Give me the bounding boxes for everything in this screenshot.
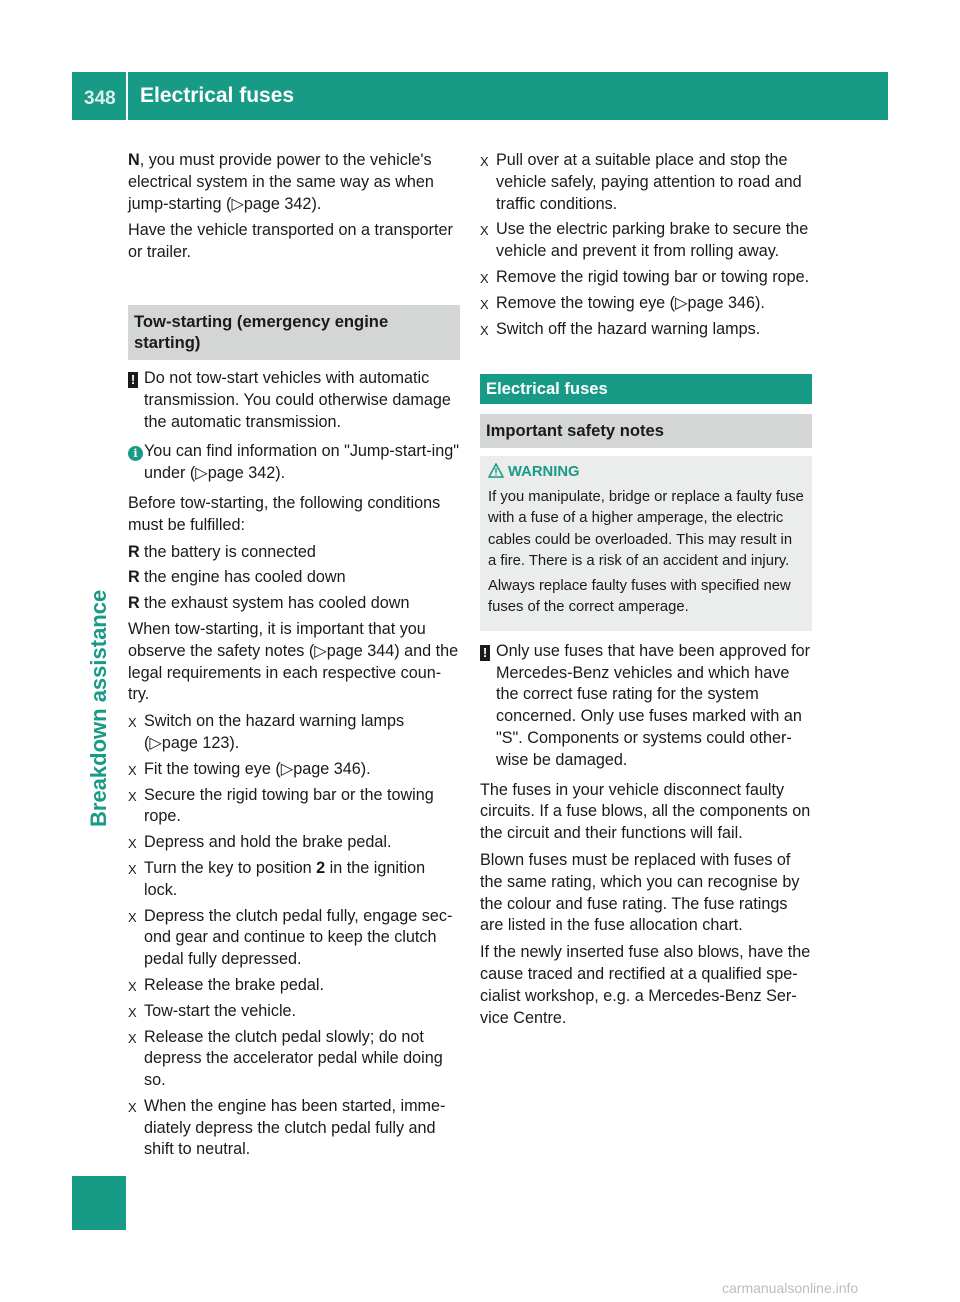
step-marker: X xyxy=(128,1030,137,1046)
step-item: X Use the electric parking brake to secure the vehicle and prevent it from rolling away. xyxy=(480,220,809,261)
step-item: X Switch off the hazard warning lamps. xyxy=(480,319,812,341)
page-ref-link[interactable]: page 346 xyxy=(687,293,756,312)
step-item: X Turn the key to position 2 in the ignition lock. xyxy=(128,858,426,899)
step-item: X Pull over at a suitable place and stop the vehicle safely, paying attention to road and traffic conditions. xyxy=(480,151,802,213)
paragraph: If the newly inserted fuse also blows, have the cause traced and rectified at a qualified spe-cialist workshop, e.g. a Mercedes-Benz Ser-vice Centre. xyxy=(480,943,811,1027)
page-ref-link[interactable]: page 342 xyxy=(207,464,276,483)
step-item: X Remove the rigid towing bar or towing rope. xyxy=(480,267,812,289)
page-ref-icon: ▷ xyxy=(231,194,244,213)
bullet-marker: R xyxy=(128,568,140,587)
warning-text: If you manipulate, bridge or replace a faulty fuse with a fuse of a higher amperage, the electric cables could be overloaded. This may result in a fire. There is a risk of an accident and injury. xyxy=(488,488,804,569)
page-title: Electrical fuses xyxy=(140,84,295,107)
step-marker: X xyxy=(480,154,489,169)
bullet-marker: R xyxy=(128,594,140,613)
warning-text: Always replace faulty fuses with specified new fuses of the correct amperage. xyxy=(488,578,791,616)
step-marker: X xyxy=(480,270,489,286)
step-item: X Release the clutch pedal slowly; do not depress the accelerator pedal while doing so. xyxy=(128,1027,443,1090)
caution-note: ! Only use fuses that have been approved for Mercedes-Benz vehicles and which have the correct fuse rating for the system concerned. Only use fuses marked with an "S". Components or systems could other-wise be damaged. xyxy=(480,641,812,772)
section-heading-tow-starting: Tow-starting (emergency engine starting) xyxy=(128,305,460,360)
list-item: R the battery is connected xyxy=(128,542,460,564)
step-item: X Secure the rigid towing bar or the towing rope. xyxy=(128,785,434,826)
intro-paragraph: N, you must provide power to the vehicle's electrical system in the same way as when jump-starting (▷page 342). xyxy=(128,151,434,213)
page-ref-icon: ▷ xyxy=(314,641,327,660)
step-item: X Depress the clutch pedal fully, engage sec-ond gear and continue to keep the clutch pedal fully depressed. xyxy=(128,906,453,969)
header-divider xyxy=(126,72,128,120)
page-ref-link[interactable]: page 123 xyxy=(161,733,230,752)
step-item: X Remove the towing eye (▷page 346). xyxy=(480,293,812,315)
step-marker: X xyxy=(128,1099,137,1115)
step-marker: X xyxy=(128,909,137,925)
step-marker: X xyxy=(128,861,137,877)
paragraph: When tow-starting, it is important that you observe the safety notes (▷page 344) and the legal requirements in each respective coun-try. xyxy=(128,619,459,704)
step-marker: X xyxy=(128,978,137,994)
step-marker: X xyxy=(128,788,137,804)
step-item: X When the engine has been started, imme-diately depress the clutch pedal fully and shift to neutral. xyxy=(128,1096,446,1159)
step-item: X Depress and hold the brake pedal. xyxy=(128,832,460,854)
exclamation-icon: ! xyxy=(480,645,490,661)
step-item: X Fit the towing eye (▷page 346). xyxy=(128,759,460,781)
step-item: X Release the brake pedal. xyxy=(128,975,460,997)
section-heading-electrical-fuses: Electrical fuses xyxy=(480,374,812,404)
step-marker: X xyxy=(128,762,137,778)
exclamation-icon: ! xyxy=(128,372,138,388)
step-marker: X xyxy=(128,1004,137,1020)
paragraph: Have the vehicle transported on a transporter or trailer. xyxy=(128,221,453,262)
step-marker: X xyxy=(480,223,489,239)
paragraph: The fuses in your vehicle disconnect faulty circuits. If a fuse blows, all the components on the circuit and their functions will fail. xyxy=(480,780,811,843)
warning-heading: WARNING xyxy=(488,462,804,483)
list-item: R the exhaust system has cooled down xyxy=(128,593,460,615)
step-marker: X xyxy=(480,322,489,338)
page-ref-icon: ▷ xyxy=(675,293,688,312)
list-item: R the engine has cooled down xyxy=(128,567,460,589)
right-column xyxy=(480,150,812,1034)
footer-watermark: carmanualsonline.info xyxy=(722,1280,859,1296)
step-item: X Switch on the hazard warning lamps (▷page 123). xyxy=(128,712,405,752)
page-ref-icon: ▷ xyxy=(149,733,162,752)
warning-triangle-icon xyxy=(488,463,504,478)
page-ref-link[interactable]: page 342 xyxy=(243,194,312,213)
side-chapter-label: Breakdown assistance xyxy=(86,589,111,827)
bullet-marker: R xyxy=(128,542,140,561)
paragraph: Blown fuses must be replaced with fuses of the same rating, which you can recognise by the colour and fuse rating. The fuse ratings are listed in the fuse allocation chart. xyxy=(480,850,800,935)
warning-box xyxy=(480,456,812,631)
step-marker: X xyxy=(128,715,137,731)
side-tab xyxy=(72,1176,126,1230)
info-note: i You can find information on "Jump-start-ing" under (▷page 342). xyxy=(128,441,460,485)
page-number: 348 xyxy=(84,88,116,109)
info-icon: i xyxy=(128,446,143,461)
caution-note: ! Do not tow-start vehicles with automatic transmission. You could otherwise damage the automatic transmission. xyxy=(128,368,460,433)
paragraph: Before tow-starting, the following conditions must be fulfilled: xyxy=(128,493,441,534)
step-item: X Tow-start the vehicle. xyxy=(128,1001,460,1023)
step-marker: X xyxy=(480,296,489,312)
left-column xyxy=(128,150,460,1165)
step-marker: X xyxy=(128,836,137,852)
section-heading-safety-notes: Important safety notes xyxy=(480,414,812,448)
page-ref-icon: ▷ xyxy=(280,759,294,778)
page-ref-link[interactable]: page 346 xyxy=(293,759,361,778)
page-ref-link[interactable]: page 344 xyxy=(326,641,395,660)
page-ref-icon: ▷ xyxy=(195,464,208,483)
